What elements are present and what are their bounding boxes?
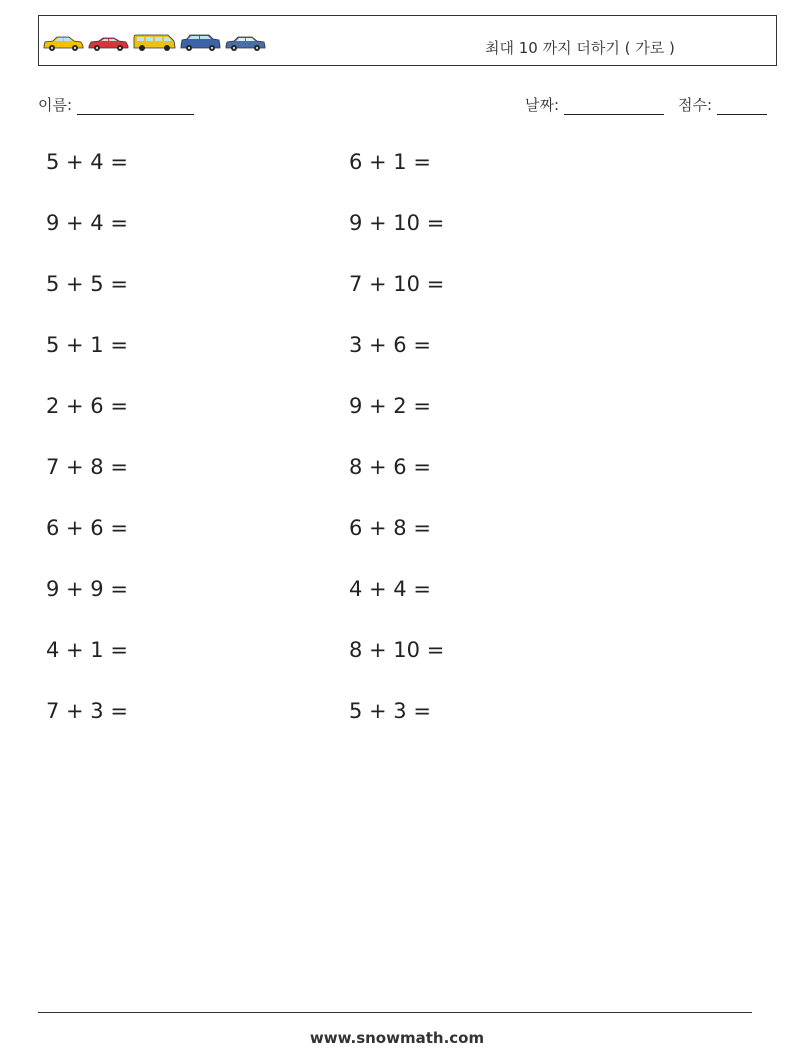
blue-sedan-car-icon (224, 34, 266, 51)
blue-suv-car-icon (179, 33, 221, 51)
problem-item: 8 + 10 = (349, 638, 445, 662)
problem-item: 8 + 6 = (349, 455, 431, 479)
problem-item: 9 + 9 = (46, 577, 128, 601)
problem-item: 2 + 6 = (46, 394, 128, 418)
problem-item: 5 + 1 = (46, 333, 128, 357)
problem-item: 6 + 1 = (349, 150, 431, 174)
problem-item: 3 + 6 = (349, 333, 431, 357)
car-icons-row (42, 31, 266, 51)
problem-item: 5 + 5 = (46, 272, 128, 296)
problem-item: 6 + 6 = (46, 516, 128, 540)
problem-item: 9 + 4 = (46, 211, 128, 235)
problem-item: 6 + 8 = (349, 516, 431, 540)
problem-item: 7 + 3 = (46, 699, 128, 723)
date-blank[interactable] (564, 99, 664, 115)
date-field (525, 94, 664, 115)
footer-divider (38, 1012, 752, 1013)
problem-item: 7 + 8 = (46, 455, 128, 479)
date-label: 날짜: (525, 96, 560, 114)
problem-item: 4 + 1 = (46, 638, 128, 662)
problem-item: 9 + 10 = (349, 211, 445, 235)
problem-item: 4 + 4 = (349, 577, 431, 601)
worksheet-header (38, 15, 777, 66)
score-blank[interactable] (717, 99, 767, 115)
yellow-van-car-icon (132, 33, 176, 51)
score-field (678, 94, 767, 115)
problem-item: 5 + 4 = (46, 150, 128, 174)
problem-item: 7 + 10 = (349, 272, 445, 296)
name-blank[interactable] (77, 99, 194, 115)
name-field (38, 94, 194, 115)
footer-site-link[interactable]: www.snowmath.com (309, 1029, 485, 1047)
red-sedan-car-icon (87, 35, 129, 51)
name-label: 이름: (38, 96, 73, 114)
problem-item: 5 + 3 = (349, 699, 431, 723)
worksheet-title: 최대 10 까지 더하기 ( 가로 ) (485, 39, 675, 57)
score-label: 점수: (678, 96, 713, 114)
yellow-taxi-car-icon (42, 35, 84, 51)
problem-item: 9 + 2 = (349, 394, 431, 418)
